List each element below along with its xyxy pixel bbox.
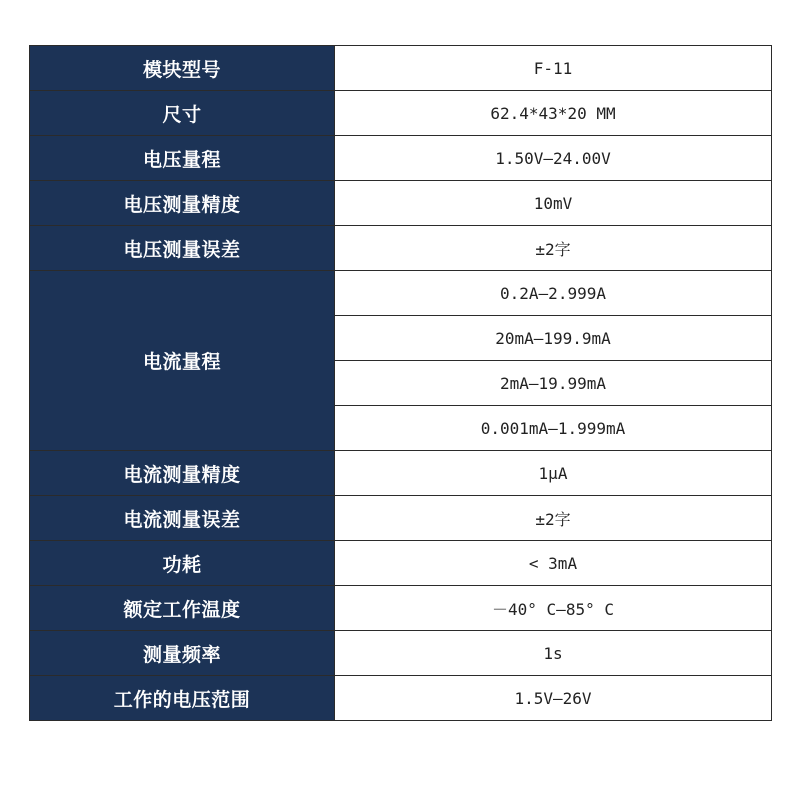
table-row bbox=[30, 136, 772, 181]
spec-value: 0.001mA—1.999mA bbox=[335, 406, 772, 451]
spec-value: 20mA—199.9mA bbox=[335, 316, 772, 361]
table-row bbox=[30, 586, 772, 631]
spec-label: 测量频率 bbox=[30, 631, 335, 676]
spec-label: 模块型号 bbox=[30, 46, 335, 91]
spec-label: 电流量程 bbox=[30, 271, 335, 451]
spec-value: 1.50V—24.00V bbox=[335, 136, 772, 181]
spec-value: 10mV bbox=[335, 181, 772, 226]
spec-value: 2mA—19.99mA bbox=[335, 361, 772, 406]
table-row bbox=[30, 91, 772, 136]
table-row bbox=[30, 46, 772, 91]
spec-value: 1μA bbox=[335, 451, 772, 496]
spec-value: F-11 bbox=[335, 46, 772, 91]
spec-label: 电压量程 bbox=[30, 136, 335, 181]
table-row bbox=[30, 451, 772, 496]
spec-value: 1.5V—26V bbox=[335, 676, 772, 721]
table-row bbox=[30, 631, 772, 676]
spec-label: 尺寸 bbox=[30, 91, 335, 136]
spec-value: 1s bbox=[335, 631, 772, 676]
spec-value: ±2字 bbox=[335, 496, 772, 541]
spec-label: 电流测量精度 bbox=[30, 451, 335, 496]
spec-label: 额定工作温度 bbox=[30, 586, 335, 631]
spec-label: 电压测量误差 bbox=[30, 226, 335, 271]
spec-label: 工作的电压范围 bbox=[30, 676, 335, 721]
spec-label: 电流测量误差 bbox=[30, 496, 335, 541]
spec-value: 62.4*43*20 MM bbox=[335, 91, 772, 136]
spec-table bbox=[29, 45, 772, 721]
spec-value: < 3mA bbox=[335, 541, 772, 586]
spec-value: －40° C—85° C bbox=[335, 586, 772, 631]
table-row bbox=[30, 496, 772, 541]
spec-label: 电压测量精度 bbox=[30, 181, 335, 226]
table-row bbox=[30, 541, 772, 586]
table-row bbox=[30, 226, 772, 271]
spec-value: ±2字 bbox=[335, 226, 772, 271]
table-row bbox=[30, 271, 772, 316]
spec-label: 功耗 bbox=[30, 541, 335, 586]
table-row bbox=[30, 181, 772, 226]
spec-value: 0.2A—2.999A bbox=[335, 271, 772, 316]
table-row bbox=[30, 676, 772, 721]
